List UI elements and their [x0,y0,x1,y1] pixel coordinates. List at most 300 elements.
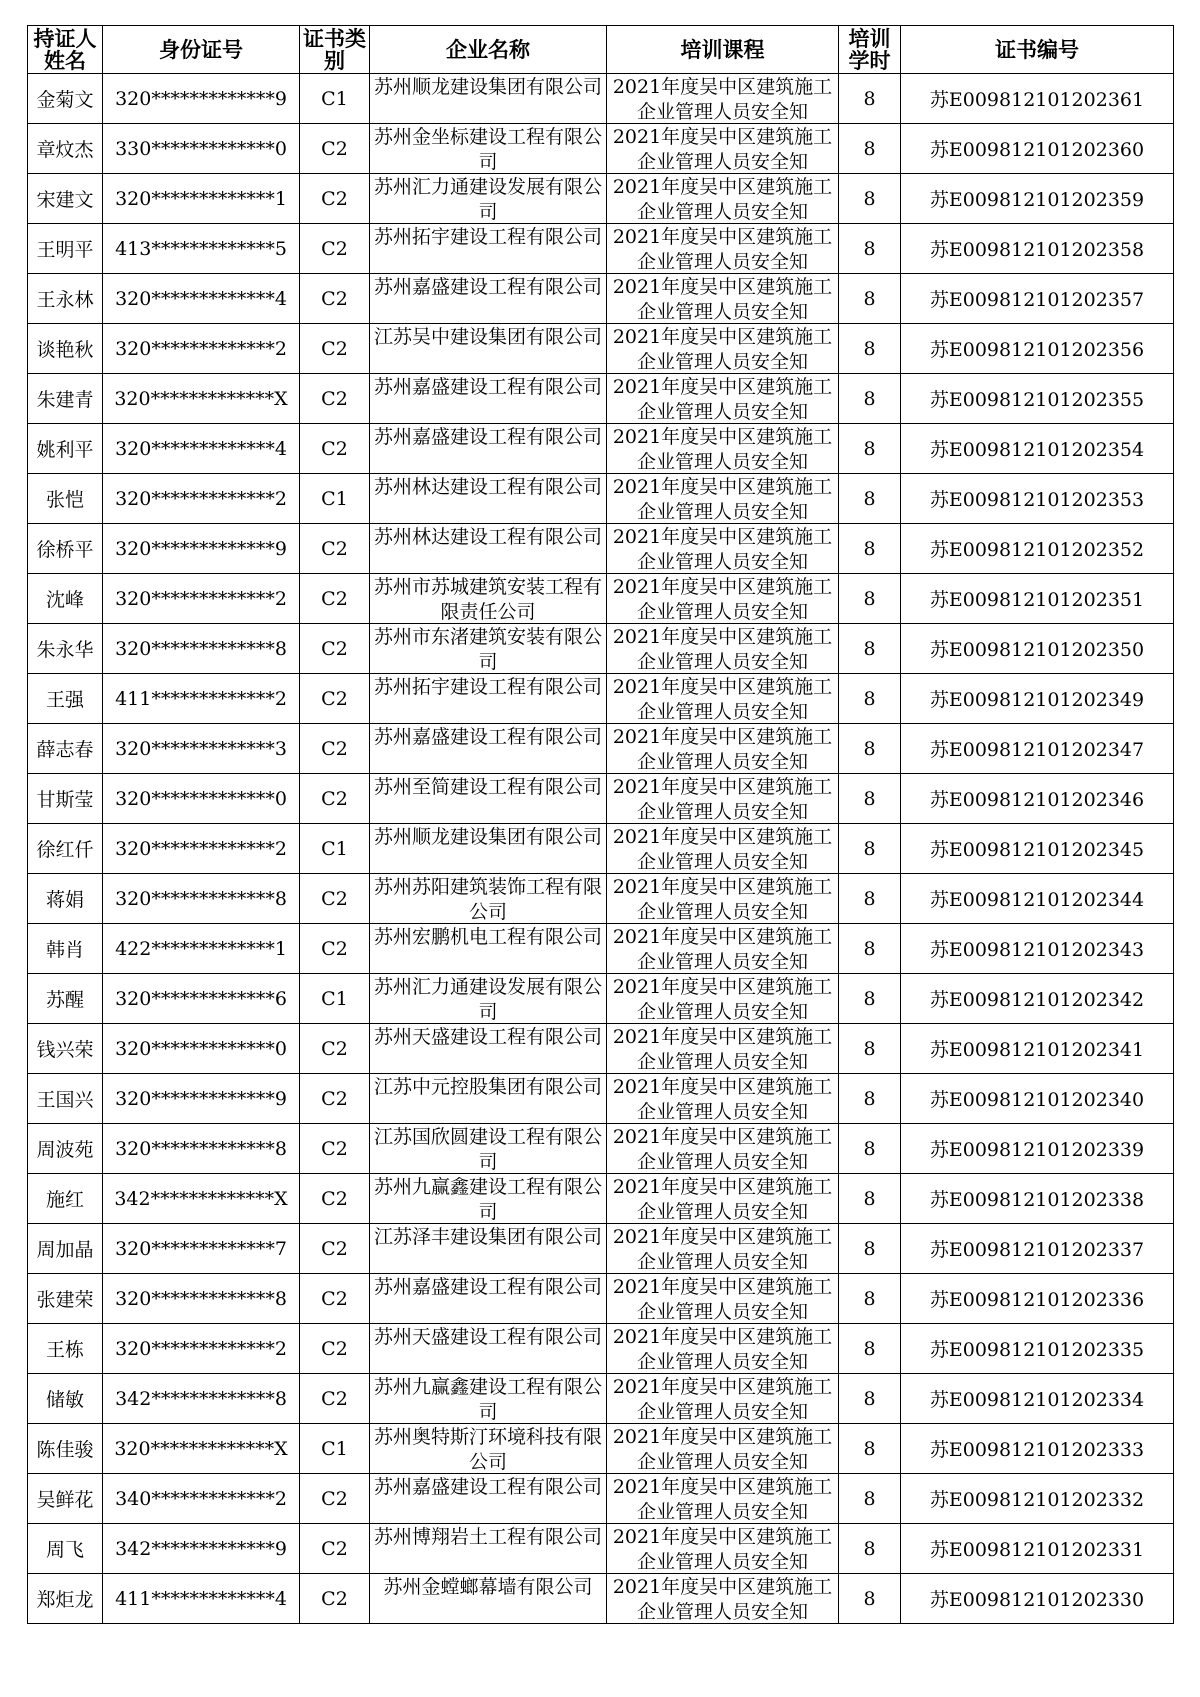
table-row [28,924,1174,974]
course-cell-text: 2021年度吴中区建筑施工企业管理人员安全知 [612,1326,833,1372]
company-cell-text: 苏州至简建设工程有限公司 [373,776,602,798]
course-cell [607,474,839,524]
company-cell [370,824,607,874]
header-type: 证书类别 [300,26,370,74]
cert-number-cell: 苏E009812101202356 [901,324,1174,374]
course-cell [607,174,839,224]
company-cell [370,224,607,274]
id-number-cell: 320*************3 [103,724,300,774]
course-cell [607,724,839,774]
cert-type-cell: C2 [300,374,370,424]
course-cell [607,1224,839,1274]
course-cell-text: 2021年度吴中区建筑施工企业管理人员安全知 [612,826,833,872]
cert-number-cell: 苏E009812101202346 [901,774,1174,824]
id-number-cell: 411*************4 [103,1574,300,1624]
id-number-cell: 320*************8 [103,1274,300,1324]
holder-name-cell: 苏醒 [28,974,103,1024]
hours-cell: 8 [839,324,901,374]
company-cell [370,1274,607,1324]
company-cell [370,424,607,474]
holder-name-cell: 甘斯莹 [28,774,103,824]
course-cell [607,224,839,274]
table-row [28,774,1174,824]
hours-cell: 8 [839,874,901,924]
cert-number-cell: 苏E009812101202354 [901,424,1174,474]
course-cell [607,1474,839,1524]
table-row [28,1124,1174,1174]
company-cell [370,324,607,374]
cert-number-cell: 苏E009812101202341 [901,1024,1174,1074]
table-row [28,474,1174,524]
cert-type-cell: C2 [300,924,370,974]
company-cell-text: 苏州嘉盛建设工程有限公司 [373,1276,602,1298]
hours-cell: 8 [839,1224,901,1274]
company-cell-text: 苏州博翔岩土工程有限公司 [373,1526,602,1548]
header-cert-no: 证书编号 [901,26,1174,74]
hours-cell: 8 [839,174,901,224]
company-cell-text: 苏州苏阳建筑装饰工程有限公司 [373,876,602,922]
course-cell-text: 2021年度吴中区建筑施工企业管理人员安全知 [612,226,833,272]
course-cell [607,124,839,174]
cert-number-cell: 苏E009812101202357 [901,274,1174,324]
id-number-cell: 342*************9 [103,1524,300,1574]
course-cell-text: 2021年度吴中区建筑施工企业管理人员安全知 [612,1176,833,1222]
course-cell-text: 2021年度吴中区建筑施工企业管理人员安全知 [612,976,833,1022]
course-cell-text: 2021年度吴中区建筑施工企业管理人员安全知 [612,626,833,672]
holder-name-cell: 徐红仟 [28,824,103,874]
course-cell [607,274,839,324]
table-row [28,824,1174,874]
course-cell-text: 2021年度吴中区建筑施工企业管理人员安全知 [612,776,833,822]
hours-cell: 8 [839,624,901,674]
holder-name-cell: 王国兴 [28,1074,103,1124]
company-cell-text: 苏州九赢鑫建设工程有限公司 [373,1176,602,1222]
company-cell [370,1574,607,1624]
id-number-cell: 320*************8 [103,624,300,674]
hours-cell: 8 [839,374,901,424]
cert-type-cell: C2 [300,1274,370,1324]
table-row [28,324,1174,374]
company-cell-text: 苏州嘉盛建设工程有限公司 [373,276,602,298]
id-number-cell: 320*************8 [103,1124,300,1174]
course-cell-text: 2021年度吴中区建筑施工企业管理人员安全知 [612,1026,833,1072]
course-cell-text: 2021年度吴中区建筑施工企业管理人员安全知 [612,1276,833,1322]
table-row [28,1024,1174,1074]
cert-number-cell: 苏E009812101202347 [901,724,1174,774]
cert-number-cell: 苏E009812101202336 [901,1274,1174,1324]
company-cell-text: 苏州宏鹏机电工程有限公司 [373,926,602,948]
company-cell-text: 苏州九赢鑫建设工程有限公司 [373,1376,602,1422]
cert-type-cell: C2 [300,1324,370,1374]
cert-number-cell: 苏E009812101202342 [901,974,1174,1024]
holder-name-cell: 薛志春 [28,724,103,774]
course-cell-text: 2021年度吴中区建筑施工企业管理人员安全知 [612,1476,833,1522]
table-row [28,1474,1174,1524]
header-company: 企业名称 [370,26,607,74]
cert-type-cell: C2 [300,1024,370,1074]
cert-number-cell: 苏E009812101202337 [901,1224,1174,1274]
hours-cell: 8 [839,1574,901,1624]
cert-type-cell: C2 [300,624,370,674]
header-id: 身份证号 [103,26,300,74]
table-row [28,624,1174,674]
course-cell-text: 2021年度吴中区建筑施工企业管理人员安全知 [612,1126,833,1172]
company-cell [370,1074,607,1124]
table-row [28,974,1174,1024]
hours-cell: 8 [839,1274,901,1324]
hours-cell: 8 [839,124,901,174]
course-cell [607,874,839,924]
cert-type-cell: C2 [300,1524,370,1574]
company-cell [370,924,607,974]
holder-name-cell: 周飞 [28,1524,103,1574]
cert-number-cell: 苏E009812101202358 [901,224,1174,274]
course-cell [607,524,839,574]
id-number-cell: 320*************2 [103,474,300,524]
course-cell [607,1524,839,1574]
header-name: 持证人姓名 [28,26,103,74]
company-cell-text: 苏州林达建设工程有限公司 [373,526,602,548]
table-row [28,74,1174,124]
cert-number-cell: 苏E009812101202340 [901,1074,1174,1124]
cert-type-cell: C2 [300,1224,370,1274]
holder-name-cell: 金菊文 [28,74,103,124]
table-row [28,574,1174,624]
course-cell [607,674,839,724]
cert-number-cell: 苏E009812101202360 [901,124,1174,174]
header-row [28,26,1174,74]
cert-type-cell: C2 [300,524,370,574]
course-cell [607,74,839,124]
company-cell [370,1524,607,1574]
hours-cell: 8 [839,724,901,774]
id-number-cell: 320*************9 [103,524,300,574]
holder-name-cell: 周加晶 [28,1224,103,1274]
table-row [28,1174,1174,1224]
course-cell-text: 2021年度吴中区建筑施工企业管理人员安全知 [612,1076,833,1122]
header-hours: 培训学时 [839,26,901,74]
cert-type-cell: C2 [300,1174,370,1224]
company-cell-text: 苏州拓宇建设工程有限公司 [373,676,602,698]
hours-cell: 8 [839,924,901,974]
company-cell-text: 苏州嘉盛建设工程有限公司 [373,426,602,448]
hours-cell: 8 [839,524,901,574]
id-number-cell: 320*************4 [103,424,300,474]
id-number-cell: 422*************1 [103,924,300,974]
holder-name-cell: 朱建青 [28,374,103,424]
table-row [28,1074,1174,1124]
cert-type-cell: C1 [300,824,370,874]
course-cell [607,1574,839,1624]
company-cell-text: 江苏中元控股集团有限公司 [373,1076,602,1098]
id-number-cell: 330*************0 [103,124,300,174]
holder-name-cell: 韩肖 [28,924,103,974]
company-cell [370,374,607,424]
table-row [28,1374,1174,1424]
cert-type-cell: C2 [300,1574,370,1624]
table-row [28,674,1174,724]
course-cell-text: 2021年度吴中区建筑施工企业管理人员安全知 [612,426,833,472]
course-cell-text: 2021年度吴中区建筑施工企业管理人员安全知 [612,526,833,572]
hours-cell: 8 [839,1124,901,1174]
cert-number-cell: 苏E009812101202330 [901,1574,1174,1624]
company-cell-text: 苏州汇力通建设发展有限公司 [373,176,602,222]
holder-name-cell: 储敏 [28,1374,103,1424]
hours-cell: 8 [839,974,901,1024]
holder-name-cell: 王强 [28,674,103,724]
company-cell-text: 苏州金坐标建设工程有限公司 [373,126,602,172]
course-cell [607,1424,839,1474]
company-cell [370,1224,607,1274]
cert-type-cell: C2 [300,424,370,474]
cert-type-cell: C2 [300,1074,370,1124]
cert-number-cell: 苏E009812101202345 [901,824,1174,874]
table-row [28,1324,1174,1374]
course-cell [607,824,839,874]
cert-number-cell: 苏E009812101202359 [901,174,1174,224]
company-cell-text: 苏州金螳螂幕墙有限公司 [383,1576,593,1598]
course-cell-text: 2021年度吴中区建筑施工企业管理人员安全知 [612,926,833,972]
cert-number-cell: 苏E009812101202333 [901,1424,1174,1474]
cert-type-cell: C2 [300,574,370,624]
cert-number-cell: 苏E009812101202349 [901,674,1174,724]
hours-cell: 8 [839,674,901,724]
company-cell [370,74,607,124]
id-number-cell: 411*************2 [103,674,300,724]
course-cell-text: 2021年度吴中区建筑施工企业管理人员安全知 [612,76,833,122]
cert-number-cell: 苏E009812101202355 [901,374,1174,424]
id-number-cell: 320*************2 [103,1324,300,1374]
table-row [28,424,1174,474]
cert-number-cell: 苏E009812101202334 [901,1374,1174,1424]
table-row [28,524,1174,574]
course-cell [607,1074,839,1124]
id-number-cell: 320*************2 [103,824,300,874]
cert-type-cell: C2 [300,124,370,174]
table-row [28,274,1174,324]
cert-number-cell: 苏E009812101202332 [901,1474,1174,1524]
id-number-cell: 320*************8 [103,874,300,924]
course-cell [607,1024,839,1074]
holder-name-cell: 吴鲜花 [28,1474,103,1524]
company-cell-text: 江苏国欣圆建设工程有限公司 [373,1126,602,1172]
holder-name-cell: 沈峰 [28,574,103,624]
cert-type-cell: C2 [300,1374,370,1424]
holder-name-cell: 徐桥平 [28,524,103,574]
holder-name-cell: 谈艳秋 [28,324,103,374]
company-cell [370,1424,607,1474]
cert-type-cell: C2 [300,224,370,274]
course-cell-text: 2021年度吴中区建筑施工企业管理人员安全知 [612,1226,833,1272]
holder-name-cell: 周波苑 [28,1124,103,1174]
course-cell [607,374,839,424]
company-cell [370,874,607,924]
company-cell [370,1324,607,1374]
cert-number-cell: 苏E009812101202344 [901,874,1174,924]
cert-number-cell: 苏E009812101202331 [901,1524,1174,1574]
company-cell-text: 苏州嘉盛建设工程有限公司 [373,726,602,748]
course-cell-text: 2021年度吴中区建筑施工企业管理人员安全知 [612,326,833,372]
holder-name-cell: 张建荣 [28,1274,103,1324]
table-row [28,1224,1174,1274]
cert-type-cell: C2 [300,1124,370,1174]
company-cell-text: 苏州顺龙建设集团有限公司 [373,826,602,848]
holder-name-cell: 宋建文 [28,174,103,224]
id-number-cell: 320*************4 [103,274,300,324]
company-cell-text: 苏州奥特斯汀环境科技有限公司 [373,1426,602,1472]
cert-number-cell: 苏E009812101202352 [901,524,1174,574]
id-number-cell: 413*************5 [103,224,300,274]
cert-type-cell: C1 [300,474,370,524]
id-number-cell: 320*************7 [103,1224,300,1274]
cert-type-cell: C2 [300,324,370,374]
table-row [28,724,1174,774]
cert-number-cell: 苏E009812101202339 [901,1124,1174,1174]
company-cell-text: 江苏泽丰建设集团有限公司 [373,1226,602,1248]
id-number-cell: 320*************9 [103,74,300,124]
course-cell-text: 2021年度吴中区建筑施工企业管理人员安全知 [612,876,833,922]
course-cell-text: 2021年度吴中区建筑施工企业管理人员安全知 [612,176,833,222]
company-cell-text: 苏州市苏城建筑安装工程有限责任公司 [373,576,602,622]
holder-name-cell: 王永林 [28,274,103,324]
course-cell [607,774,839,824]
course-cell [607,424,839,474]
holder-name-cell: 王明平 [28,224,103,274]
course-cell-text: 2021年度吴中区建筑施工企业管理人员安全知 [612,476,833,522]
holder-name-cell: 王栋 [28,1324,103,1374]
course-cell [607,624,839,674]
company-cell [370,674,607,724]
holder-name-cell: 蒋娟 [28,874,103,924]
cert-number-cell: 苏E009812101202351 [901,574,1174,624]
cert-type-cell: C2 [300,874,370,924]
header-course: 培训课程 [607,26,839,74]
hours-cell: 8 [839,1374,901,1424]
course-cell-text: 2021年度吴中区建筑施工企业管理人员安全知 [612,126,833,172]
holder-name-cell: 朱永华 [28,624,103,674]
table-row [28,374,1174,424]
company-cell [370,774,607,824]
company-cell-text: 苏州天盛建设工程有限公司 [373,1326,602,1348]
company-cell [370,524,607,574]
hours-cell: 8 [839,774,901,824]
hours-cell: 8 [839,74,901,124]
company-cell-text: 江苏吴中建设集团有限公司 [373,326,602,348]
hours-cell: 8 [839,424,901,474]
cert-type-cell: C2 [300,174,370,224]
table-row [28,124,1174,174]
course-cell-text: 2021年度吴中区建筑施工企业管理人员安全知 [612,376,833,422]
table-row [28,1424,1174,1474]
cert-type-cell: C2 [300,724,370,774]
holder-name-cell: 施红 [28,1174,103,1224]
course-cell-text: 2021年度吴中区建筑施工企业管理人员安全知 [612,1576,833,1622]
cert-number-cell: 苏E009812101202335 [901,1324,1174,1374]
table-row [28,1574,1174,1624]
course-cell [607,324,839,374]
cert-type-cell: C1 [300,1424,370,1474]
company-cell-text: 苏州林达建设工程有限公司 [373,476,602,498]
course-cell [607,1174,839,1224]
id-number-cell: 320*************X [103,1424,300,1474]
course-cell-text: 2021年度吴中区建筑施工企业管理人员安全知 [612,726,833,772]
hours-cell: 8 [839,1324,901,1374]
hours-cell: 8 [839,1524,901,1574]
id-number-cell: 320*************6 [103,974,300,1024]
company-cell-text: 苏州嘉盛建设工程有限公司 [373,376,602,398]
company-cell [370,474,607,524]
cert-type-cell: C2 [300,674,370,724]
cert-type-cell: C2 [300,274,370,324]
hours-cell: 8 [839,1074,901,1124]
id-number-cell: 320*************2 [103,324,300,374]
company-cell-text: 苏州拓宇建设工程有限公司 [373,226,602,248]
table-row [28,224,1174,274]
cert-type-cell: C2 [300,1474,370,1524]
company-cell [370,974,607,1024]
certificate-table [27,25,1174,1624]
company-cell [370,724,607,774]
company-cell-text: 苏州天盛建设工程有限公司 [373,1026,602,1048]
hours-cell: 8 [839,224,901,274]
hours-cell: 8 [839,274,901,324]
course-cell [607,924,839,974]
company-cell-text: 苏州市东渚建筑安装有限公司 [373,626,602,672]
hours-cell: 8 [839,1024,901,1074]
holder-name-cell: 姚利平 [28,424,103,474]
course-cell [607,1374,839,1424]
id-number-cell: 320*************X [103,374,300,424]
id-number-cell: 342*************X [103,1174,300,1224]
company-cell-text: 苏州顺龙建设集团有限公司 [373,76,602,98]
company-cell-text: 苏州嘉盛建设工程有限公司 [373,1476,602,1498]
cert-number-cell: 苏E009812101202361 [901,74,1174,124]
course-cell [607,574,839,624]
course-cell [607,1274,839,1324]
company-cell-text: 苏州汇力通建设发展有限公司 [373,976,602,1022]
id-number-cell: 342*************8 [103,1374,300,1424]
company-cell [370,574,607,624]
company-cell [370,1374,607,1424]
cert-number-cell: 苏E009812101202353 [901,474,1174,524]
hours-cell: 8 [839,824,901,874]
holder-name-cell: 章炆杰 [28,124,103,174]
company-cell [370,1024,607,1074]
cert-number-cell: 苏E009812101202350 [901,624,1174,674]
course-cell [607,1124,839,1174]
cert-type-cell: C2 [300,774,370,824]
hours-cell: 8 [839,1424,901,1474]
course-cell-text: 2021年度吴中区建筑施工企业管理人员安全知 [612,1526,833,1572]
company-cell [370,274,607,324]
hours-cell: 8 [839,574,901,624]
course-cell [607,974,839,1024]
cert-number-cell: 苏E009812101202338 [901,1174,1174,1224]
id-number-cell: 320*************0 [103,774,300,824]
company-cell [370,1174,607,1224]
table-row [28,874,1174,924]
table-row [28,1524,1174,1574]
holder-name-cell: 张恺 [28,474,103,524]
table-row [28,174,1174,224]
table-row [28,1274,1174,1324]
id-number-cell: 320*************1 [103,174,300,224]
cert-type-cell: C1 [300,974,370,1024]
id-number-cell: 320*************9 [103,1074,300,1124]
id-number-cell: 320*************0 [103,1024,300,1074]
hours-cell: 8 [839,1474,901,1524]
company-cell [370,174,607,224]
